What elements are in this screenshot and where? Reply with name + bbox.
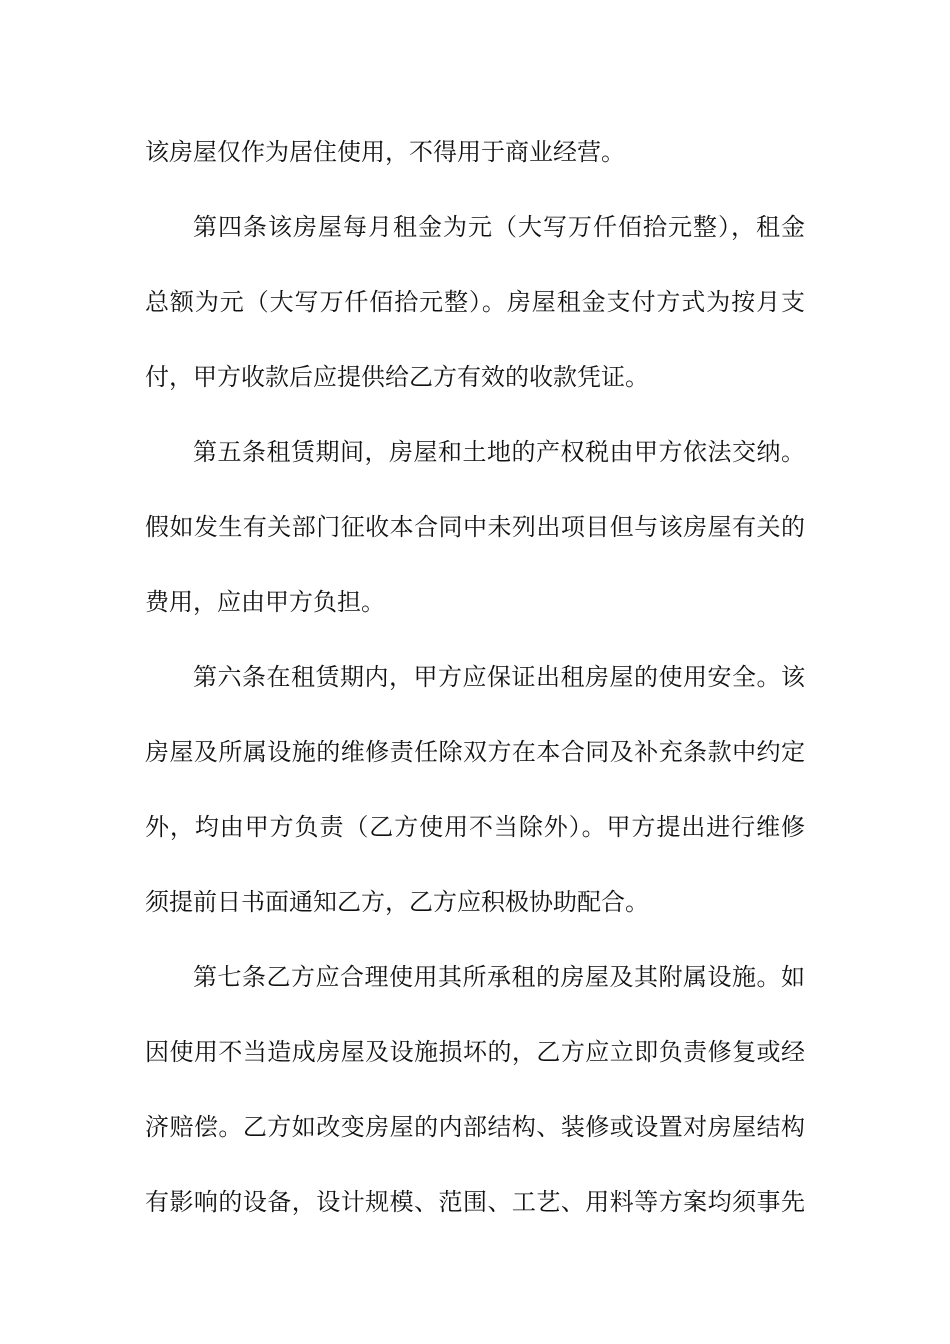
paragraph-line: 济赔偿。乙方如改变房屋的内部结构、装修或设置对房屋结构 (145, 1113, 805, 1141)
paragraph-line: 房屋及所属设施的维修责任除双方在本合同及补充条款中约定 (145, 738, 805, 766)
paragraph-line: 第七条乙方应合理使用其所承租的房屋及其附属设施。如 (193, 963, 805, 991)
paragraph-line: 该房屋仅作为居住使用，不得用于商业经营。 (145, 138, 625, 166)
paragraph-line: 费用，应由甲方负担。 (145, 588, 385, 616)
paragraph-line: 总额为元（大写万仟佰拾元整）。房屋租金支付方式为按月支 (145, 288, 805, 316)
paragraph-line: 假如发生有关部门征收本合同中未列出项目但与该房屋有关的 (145, 513, 805, 541)
paragraph-line: 外，均由甲方负责（乙方使用不当除外）。甲方提出进行维修 (145, 813, 805, 841)
paragraph-line: 因使用不当造成房屋及设施损坏的，乙方应立即负责修复或经 (145, 1038, 805, 1066)
paragraph-line: 有影响的设备，设计规模、范围、工艺、用料等方案均须事先 (145, 1188, 805, 1216)
paragraph-line: 第五条租赁期间，房屋和土地的产权税由甲方依法交纳。 (193, 438, 805, 466)
paragraph-line: 第四条该房屋每月租金为元（大写万仟佰拾元整），租金 (193, 213, 805, 241)
paragraph-line: 付，甲方收款后应提供给乙方有效的收款凭证。 (145, 363, 649, 391)
paragraph-line: 第六条在租赁期内，甲方应保证出租房屋的使用安全。该 (193, 663, 805, 691)
paragraph-line: 须提前日书面通知乙方，乙方应积极协助配合。 (145, 888, 649, 916)
